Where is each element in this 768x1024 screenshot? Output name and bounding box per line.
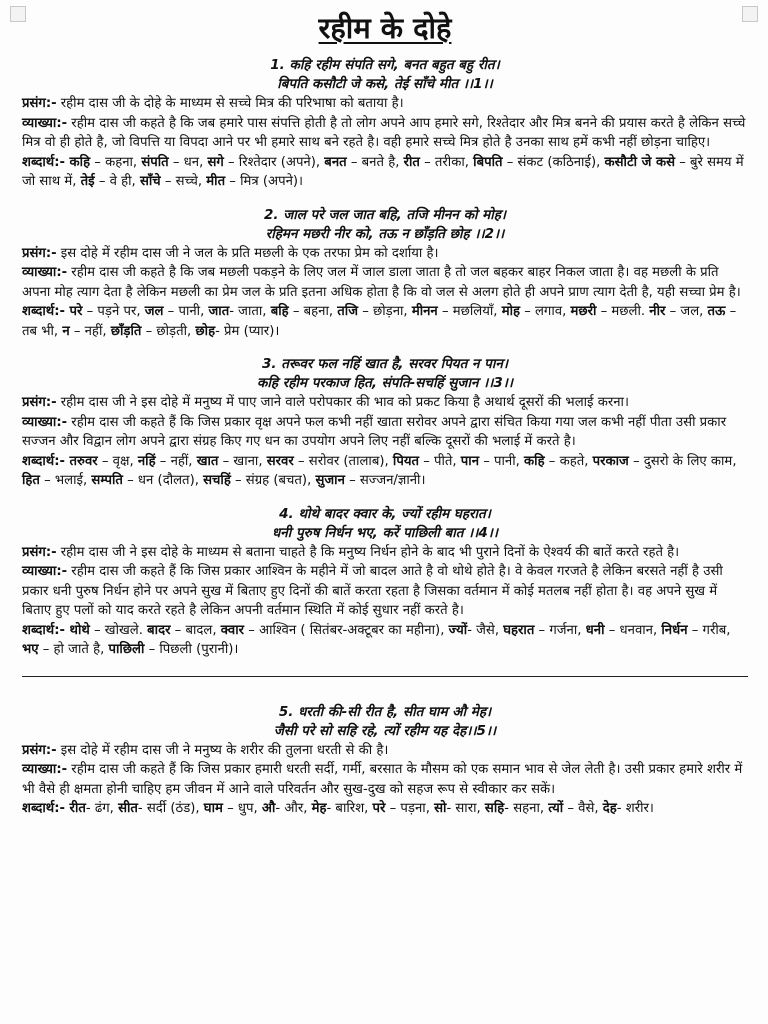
shabdarth-word: बनत — [324, 154, 347, 170]
vyakhya-label: व्याख्या:- — [22, 564, 68, 579]
shabdarth-terms — [22, 304, 736, 339]
shabdarth-word: बहि — [270, 304, 289, 319]
prasang-text: रहीम दास जी के दोहे के माध्यम से सच्चे मित्र की परिभाषा को बताया है। — [56, 96, 404, 111]
doha-line-1: 5. धरती की-सी रीत है, सीत घाम औ मेह। — [278, 703, 492, 720]
prasang-label: प्रसंग:- — [22, 96, 57, 111]
prasang-text: रहीम दास जी ने इस दोहे में मनुष्य में पाए जाने वाले परोपकार की भाव को प्रकट किया है अथार्थ दूसरों की भलाई करना। — [56, 395, 629, 410]
shabdarth-word: औ — [261, 801, 276, 816]
shabdarth-word: सीत — [118, 801, 138, 816]
vyakhya-paragraph — [22, 263, 748, 302]
shabdarth-meaning: – पड़ना, — [385, 801, 435, 816]
prasang-text: इस दोहे में रहीम दास जी ने जल के प्रति मछली के एक तरफा प्रेम को दर्शाया है। — [56, 245, 439, 261]
vyakhya-paragraph — [22, 114, 748, 153]
doha-line-1: 4. थोथे बादर क्वार के, ज्यों रहीम घहरात। — [279, 505, 491, 522]
shabdarth-word: मीनन — [411, 304, 438, 319]
shabdarth-paragraph — [22, 452, 748, 491]
vyakhya-label: व्याख्या:- — [22, 265, 68, 280]
vyakhya-label: व्याख्या:- — [22, 115, 68, 131]
page-title: रहीम के दोहे — [318, 11, 452, 45]
shabdarth-meaning: – छोड़ती, — [141, 323, 196, 339]
vyakhya-text: रहीम दास जी कहते हैं कि जिस प्रकार हमारी धरती सर्दी, गर्मी, बरसात के मौसम को एक समान भाव से जेल लेती है। उसी प्रकार हमारे शरीर में भी वैसे ही क्षमता होनी चाहिए हम जीवन में आने वाले परिवर्तन और सुख-दुख को सहज रूप से स्वीकार कर सकें। — [22, 762, 743, 797]
shabdarth-word: संपति — [141, 154, 169, 170]
shabdarth-meaning: – सरोवर (तालाब), — [293, 453, 393, 469]
prasang-paragraph — [22, 543, 748, 563]
vyakhya-text: रहीम दास जी कहते हैं कि जिस प्रकार वृक्ष अपने फल कभी नहीं खाता सरोवर अपने द्वारा संचित किया गया जल कभी नहीं पीता उसी प्रकार सज्जन और विद्वान लोग अपने द्वारा संग्रह किए गए धन का उपयोग अपने लिए नहीं बल्कि दूसरों की भलाई में करते है। — [22, 414, 727, 449]
doha-section — [22, 505, 748, 660]
shabdarth-meaning: – हो जाते है, — [38, 642, 109, 657]
shabdarth-paragraph — [22, 302, 748, 341]
doha-line-2: धनी पुरुष निर्धन भए, करें पाछिली बात ।।4।। — [271, 524, 499, 541]
shabdarth-terms — [22, 155, 744, 190]
shabdarth-word: छाँड़ति — [110, 323, 142, 339]
shabdarth-word: कसौटी जे कसे — [604, 154, 676, 170]
shabdarth-word: ज्यों — [448, 622, 468, 638]
vyakhya-paragraph — [22, 760, 748, 799]
doha-line-1: 1. कहि रहीम संपति सगे, बनत बहुत बहु रीत। — [270, 57, 500, 73]
shabdarth-word: मोह — [501, 304, 520, 319]
shabdarth-word: जल — [144, 304, 164, 319]
shabdarth-meaning: – तब भी, — [22, 304, 737, 339]
shabdarth-word: निर्धन — [661, 622, 688, 638]
shabdarth-terms — [65, 801, 654, 816]
shabdarth-meaning: – पानी, — [163, 304, 209, 319]
shabdarth-meaning: – धन (दौलत), — [122, 473, 204, 488]
shabdarth-word: सुजान — [315, 473, 345, 488]
doha-section — [22, 56, 748, 192]
shabdarth-meaning: - जैसे, — [467, 622, 504, 638]
shabdarth-meaning: – वे ही, — [94, 174, 140, 189]
shabdarth-meaning: - और, — [275, 801, 312, 816]
shabdarth-meaning: – धुप, — [222, 801, 262, 816]
shabdarth-paragraph — [22, 153, 748, 192]
shabdarth-word: तजि — [337, 304, 358, 319]
prasang-paragraph — [22, 393, 748, 413]
document-page — [22, 10, 748, 833]
shabdarth-word: तऊ — [707, 304, 726, 319]
shabdarth-word: कहि — [64, 154, 91, 170]
shabdarth-word: साँचे — [139, 174, 161, 189]
prasang-text: रहीम दास जी ने इस दोहे के माध्यम से बताना चाहते है कि मनुष्य निर्धन होने के बाद भी पुराने दिनों के ऐश्वर्य की बातें करते रहते है। — [56, 544, 680, 560]
shabdarth-meaning: – खोखले. — [89, 622, 148, 638]
shabdarth-meaning: – बनते है, — [346, 154, 404, 170]
shabdarth-word: थोथे — [64, 622, 90, 638]
shabdarth-meaning: – दुसरो के लिए काम, — [628, 453, 737, 469]
shabdarth-meaning: – मित्र (अपने)। — [225, 174, 304, 189]
prasang-paragraph — [22, 94, 748, 114]
doha-line-2: कहि रहीम परकाज हित, संपति-सचहिं सुजान ।।3।। — [257, 375, 513, 391]
shabdarth-meaning: – पड़ने पर, — [82, 304, 145, 319]
shabdarth-meaning: – मछलियाँ, — [437, 304, 502, 319]
shabdarth-meaning: - प्रेम (प्यार)। — [215, 323, 280, 339]
vyakhya-text: रहीम दास जी कहते है कि जब मछली पकड़ने के लिए जल में जाल डाला जाता है तो जल बहकर बाहर निकल जाता है। वह मछली के प्रति अपना मोह त्याग देता है लेकिन मछली का प्रेम जल के प्रति इतना अधिक होता है कि वो जल से अलग होते ही अपने प्राण त्याग देती है, यही सच्चा प्रेम है। — [22, 265, 741, 300]
shabdarth-meaning: - ढंग, — [85, 801, 119, 816]
shabdarth-paragraph — [22, 621, 748, 660]
shabdarth-word: धनी — [585, 622, 605, 638]
shabdarth-word: पान — [460, 453, 480, 469]
shabdarth-word: मीत — [206, 174, 226, 189]
shabdarth-word: तेई — [80, 174, 95, 189]
vyakhya-paragraph — [22, 562, 748, 621]
shabdarth-word: त्यों — [548, 801, 564, 816]
shabdarth-terms — [22, 454, 737, 489]
shabdarth-word: बादर — [147, 622, 171, 638]
prasang-label: प्रसंग:- — [22, 395, 57, 410]
prasang-paragraph — [22, 741, 748, 761]
shabdarth-meaning: – मछली. — [596, 304, 650, 319]
shabdarth-meaning: – वैसे, — [563, 801, 603, 816]
shabdarth-word: कहि — [524, 453, 545, 469]
shabdarth-word: सचहिं — [203, 473, 231, 488]
shabdarth-word: खात — [196, 453, 219, 469]
shabdarth-word: सो — [434, 801, 447, 816]
shabdarth-meaning: – बहना, — [288, 304, 338, 319]
prasang-text: इस दोहे में रहीम दास जी ने मनुष्य के शरीर की तुलना धरती से की है। — [56, 742, 389, 758]
shabdarth-meaning: – छोड़ना, — [358, 304, 412, 319]
shabdarth-meaning: - बारिश, — [326, 801, 373, 816]
doha-line-2: जैसी परे सो सहि रहे, त्यों रहीम यह देह।।5।। — [273, 722, 497, 739]
shabdarth-meaning: – आश्विन ( सितंबर-अक्टूबर का महीना), — [244, 622, 449, 638]
shabdarth-word: परे — [64, 304, 83, 319]
vyakhya-paragraph — [22, 413, 748, 452]
shabdarth-word: मछरी — [570, 304, 597, 319]
shabdarth-meaning: – लगाव, — [520, 304, 571, 319]
shabdarth-label: शब्दार्थ:- — [22, 154, 65, 170]
prasang-label: प्रसंग:- — [22, 544, 57, 560]
shabdarth-terms — [22, 623, 731, 658]
shabdarth-word: देह — [602, 801, 617, 816]
shabdarth-meaning: - सारा, — [446, 801, 485, 816]
doha-line-2: बिपति कसौटी जे कसे, तेई साँचे मीत ।।1।। — [277, 76, 493, 92]
shabdarth-meaning: – रिश्तेदार (अपने), — [223, 154, 325, 170]
shabdarth-word: परकाज — [592, 453, 629, 469]
shabdarth-word: रीत — [403, 154, 420, 170]
doha-line-1: 3. तरूवर फल नहिं खात है, सरवर पियत न पान। — [262, 356, 508, 372]
shabdarth-meaning: – खाना, — [218, 453, 267, 469]
shabdarth-word: न — [62, 323, 70, 339]
shabdarth-meaning: – संकट (कठिनाई), — [502, 154, 605, 170]
vyakhya-text: रहीम दास जी कहते है कि जब हमारे पास संपत्ति होती है तो लोग अपने आप हमारे सगे, रिश्तेदार और मित्र बनने की प्रयास करते है लेकिन सच्चे मित्र वो ही होते है, जो विपत्ति या विपदा आने पर भी हमारे साथ बने रहते है। वही हमारे सच्चे मित्र होते है उनका साथ हमें कभी नहीं छोड़ना चाहिए। — [22, 115, 746, 150]
shabdarth-word: भए — [22, 642, 39, 657]
shabdarth-meaning: – धन, — [168, 154, 208, 170]
shabdarth-meaning: – सज्जन/ज्ञानी। — [344, 473, 426, 488]
shabdarth-meaning: – धनवान, — [604, 622, 662, 638]
shabdarth-meaning: – पानी, — [479, 453, 525, 469]
shabdarth-meaning: – सच्चे, — [160, 174, 207, 189]
shabdarth-meaning: – तरीका, — [419, 154, 474, 170]
shabdarth-meaning: – कहना, — [90, 154, 142, 170]
section-divider — [22, 676, 748, 677]
prasang-label: प्रसंग:- — [22, 742, 57, 758]
shabdarth-word: पाछिली — [108, 642, 145, 657]
shabdarth-label: शब्दार्थ:- — [22, 453, 65, 469]
shabdarth-word: परे — [372, 801, 386, 816]
vyakhya-label: व्याख्या:- — [22, 762, 68, 777]
shabdarth-word: जात — [208, 304, 230, 319]
shabdarth-label: शब्दार्थ:- — [22, 801, 65, 816]
shabdarth-meaning: – कहते, — [544, 453, 593, 469]
doha-section — [22, 355, 748, 491]
shabdarth-word: सहि — [484, 801, 505, 816]
vyakhya-text: रहीम दास जी कहते हैं कि जिस प्रकार आश्विन के महीने में जो बादल आते है वो थोथे होते है। वे केवल गरजते है लेकिन बरसते नहीं है उसी प्रकार धनी पुरुष निर्धन होने पर अपने सुख में बिताए हुए दिनों की बातें करता रहता है जिसका वर्तमान में कोई मतलब नहीं होता है। वह अपने सुख में बिताए हुए पलों को याद करते रहते है लेकिन अपनी वर्तमान स्थिति में कोई सुधार नहीं करते है। — [22, 564, 723, 618]
shabdarth-meaning: - सहना, — [504, 801, 549, 816]
shabdarth-word: तरुवर — [64, 453, 98, 469]
shabdarth-word: छोह — [195, 323, 216, 339]
shabdarth-meaning: – वृक्ष, — [97, 453, 138, 469]
shabdarth-meaning: – बुरे समय में जो साथ में, — [22, 154, 744, 189]
shabdarth-paragraph — [22, 799, 748, 819]
vyakhya-label: व्याख्या:- — [22, 414, 68, 430]
doha-line-2: रहिमन मछरी नीर को, तऊ न छाँड़ति छोह ।।2।। — [265, 225, 505, 242]
shabdarth-meaning: – जल, — [665, 304, 708, 319]
shabdarth-label: शब्दार्थ:- — [22, 304, 65, 319]
prasang-label: प्रसंग:- — [22, 245, 57, 261]
shabdarth-word: घहरात — [503, 622, 535, 638]
shabdarth-meaning: – पीते, — [419, 453, 461, 469]
shabdarth-meaning: – नहीं, — [155, 453, 197, 469]
shabdarth-label: शब्दार्थ:- — [22, 622, 65, 638]
shabdarth-meaning: – भलाई, — [39, 473, 92, 488]
shabdarth-meaning: - जाता, — [229, 304, 271, 319]
shabdarth-word: रीत — [64, 801, 86, 816]
prasang-paragraph — [22, 244, 748, 264]
shabdarth-word: सरवर — [266, 453, 294, 469]
shabdarth-word: क्वार — [220, 622, 245, 638]
shabdarth-word: सम्पति — [91, 473, 123, 488]
shabdarth-meaning: – गरीब, — [687, 622, 731, 638]
shabdarth-meaning: – पिछली (पुरानी)। — [144, 642, 239, 657]
shabdarth-word: सगे — [207, 154, 224, 170]
shabdarth-word: नीर — [649, 304, 666, 319]
doha-line-1: 2. जाल परे जल जात बहि, तजि मीनन को मोह। — [263, 206, 507, 223]
shabdarth-meaning: - सर्दी (ठंड), — [137, 801, 204, 816]
shabdarth-word: नहिं — [137, 453, 156, 469]
shabdarth-word: मेह — [311, 801, 327, 816]
shabdarth-meaning: – संग्रह (बचत), — [230, 473, 316, 488]
shabdarth-word: बिपति — [473, 154, 503, 170]
shabdarth-word: घाम — [203, 801, 223, 816]
shabdarth-word: हित — [22, 473, 40, 488]
shabdarth-meaning: – नहीं, — [69, 323, 111, 339]
shabdarth-meaning: - शरीर। — [616, 801, 654, 816]
shabdarth-word: पियत — [392, 453, 419, 469]
doha-section — [22, 703, 748, 819]
doha-section — [22, 206, 748, 342]
shabdarth-meaning: – बादल, — [170, 622, 221, 638]
shabdarth-meaning: – गर्जना, — [534, 622, 586, 638]
